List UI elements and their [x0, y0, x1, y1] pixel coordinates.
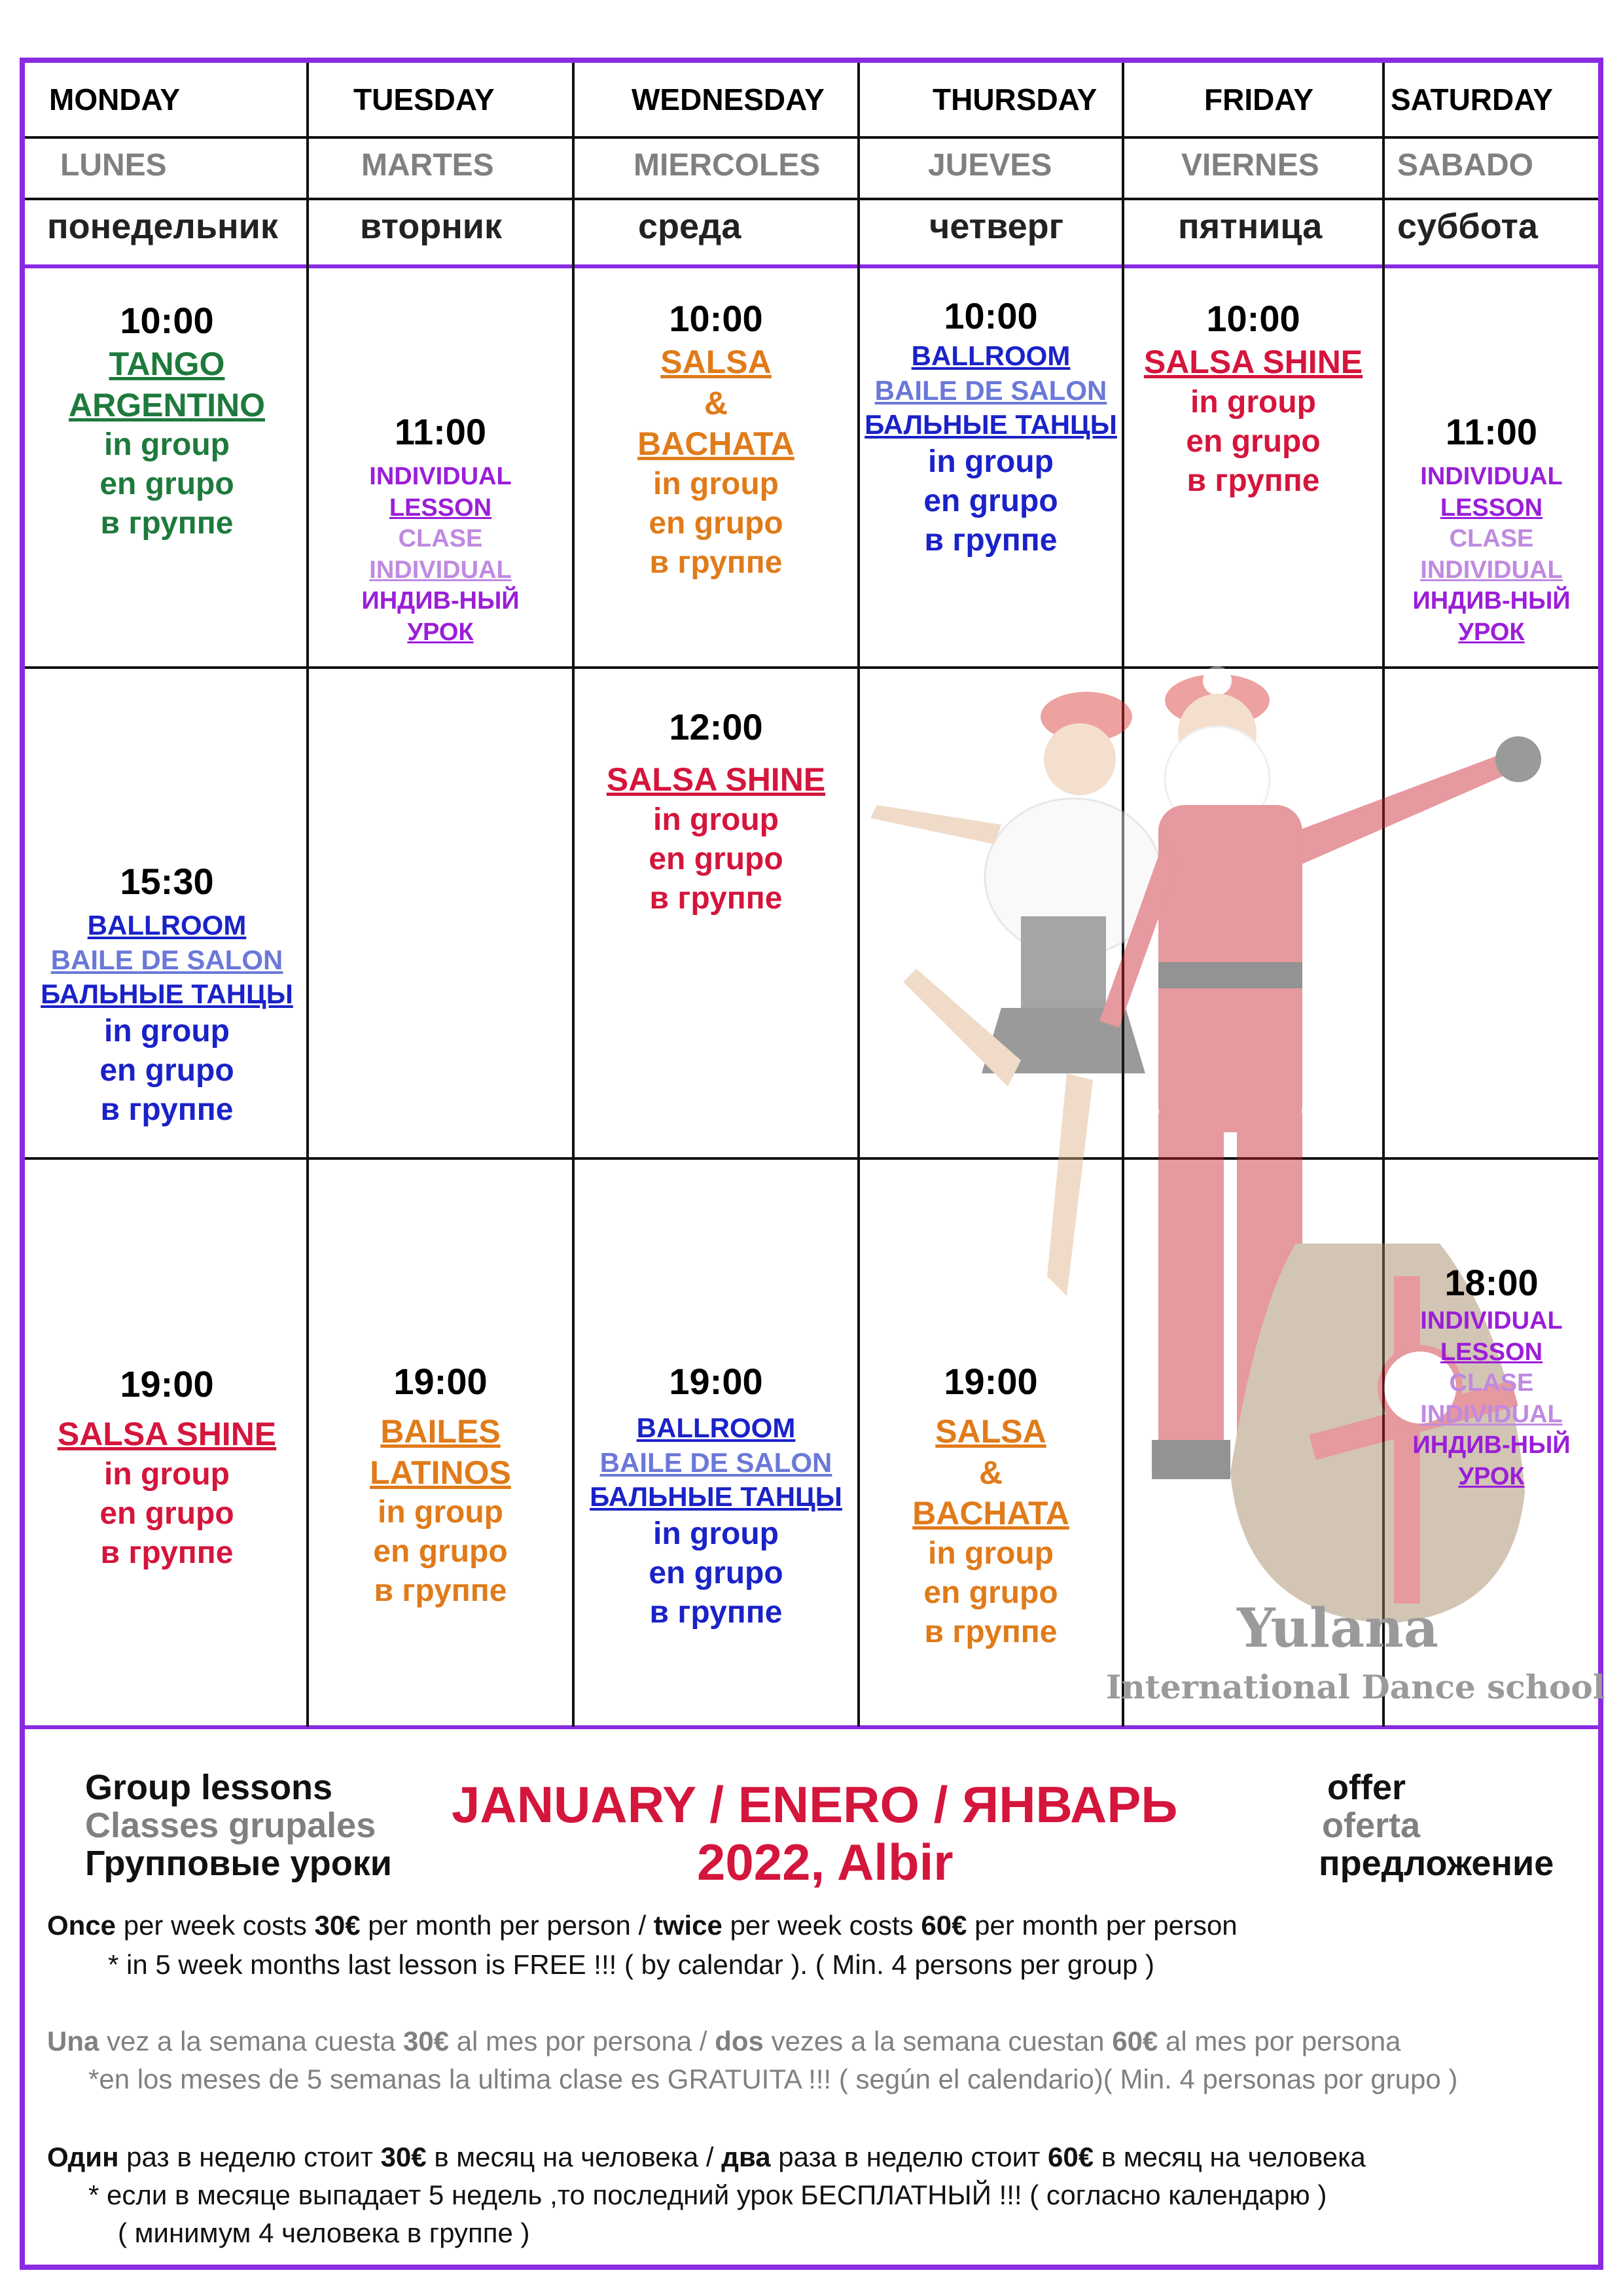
cell-tuesday-11-00: 11:00 INDIVIDUAL LESSON CLASE INDIVIDUAL ИНДИВ-НЫЙ УРОК [361, 411, 520, 646]
day-en-friday: FRIDAY [1204, 82, 1313, 117]
cell-thursday-10-00: 10:00 BALLROOM BAILE DE SALON БАЛЬНЫЕ ТАНЦЫ in group en grupo в группе [865, 295, 1117, 558]
cell-saturday-18-00: 18:00 INDIVIDUAL LESSON CLASE INDIVIDUAL ИНДИВ-НЫЙ УРОК [1412, 1262, 1571, 1490]
day-en-monday: MONDAY [49, 82, 181, 117]
cell-thursday-19-00: 19:00 SALSA & BACHATA in group en grupo в группе [912, 1361, 1069, 1649]
day-ru-tuesday: вторник [360, 207, 503, 246]
day-ru-saturday: суббота [1397, 207, 1538, 246]
day-ru-monday: понедельник [47, 207, 278, 246]
footer-right-en: offer [1327, 1768, 1406, 1807]
day-es-monday: LUNES [60, 148, 167, 183]
cell-saturday-11-00: 11:00 INDIVIDUAL LESSON CLASE INDIVIDUAL ИНДИВ-НЫЙ УРОК [1412, 411, 1571, 646]
school-watermark-name: Yulana [1237, 1597, 1439, 1660]
footer-left-ru: Групповые уроки [85, 1844, 392, 1883]
footer-right-es: oferta [1322, 1806, 1421, 1845]
cell-monday-19-00: 19:00 SALSA SHINE in group en grupo в группе [57, 1363, 277, 1570]
cell-wednesday-19-00: 19:00 BALLROOM BAILE DE SALON БАЛЬНЫЕ ТАНЦЫ in group en grupo в группе [590, 1361, 842, 1630]
footer-right-ru: предложение [1319, 1844, 1554, 1883]
cell-tuesday-19-00: 19:00 BAILES LATINOS in group en grupo в группе [370, 1361, 511, 1608]
day-en-thursday: THURSDAY [933, 82, 1097, 117]
day-ru-wednesday: среда [638, 207, 741, 246]
note-es: *en los meses de 5 semanas la ultima clase es GRATUITA !!! ( según el calendario)( Min. 4 personas por grupo ) [88, 2064, 1458, 2094]
cell-monday-10-00: 10:00 TANGO ARGENTINO in group en grupo в группе [69, 300, 265, 541]
footer-left-es: Classes grupales [85, 1806, 376, 1845]
day-ru-thursday: четверг [929, 207, 1064, 246]
note-ru: * если в месяце выпадает 5 недель ,то последний урок БЕСПЛАТНЫЙ !!! ( согласно календарю ) [88, 2179, 1327, 2210]
cell-wednesday-10-00: 10:00 SALSA & BACHATA in group en grupo в группе [637, 298, 794, 580]
footer-title-month: JANUARY / ENERO / ЯНВАРЬ [452, 1776, 1178, 1833]
footer-left-en: Group lessons [85, 1768, 333, 1807]
day-es-wednesday: MIERCOLES [633, 148, 821, 183]
day-ru-friday: пятница [1178, 207, 1323, 246]
cell-monday-15-30: 15:30 BALLROOM BAILE DE SALON БАЛЬНЫЕ ТАНЦЫ in group en grupo в группе [41, 861, 293, 1127]
cell-friday-10-00: 10:00 SALSA SHINE in group en grupo в группе [1143, 298, 1363, 498]
day-es-thursday: JUEVES [928, 148, 1052, 183]
cell-wednesday-12-00: 12:00 SALSA SHINE in group en grupo в группе [606, 706, 826, 916]
note-en: * in 5 week months last lesson is FREE !!! ( by calendar ). ( Min. 4 persons per group ) [108, 1949, 1154, 1980]
day-es-friday: VIERNES [1181, 148, 1319, 183]
day-en-saturday: SATURDAY [1391, 82, 1553, 117]
note-ru-min: ( минимум 4 человека в группе ) [118, 2217, 530, 2248]
price-line-ru: Один раз в неделю стоит 30€ в месяц на человека / два раза в неделю стоит 60€ в месяц на человека [47, 2142, 1366, 2172]
footer-title-year: 2022, Albir [697, 1833, 954, 1891]
day-en-tuesday: TUESDAY [353, 82, 495, 117]
school-watermark-sub: International Dance school [1106, 1668, 1605, 1706]
price-line-es: Una vez a la semana cuesta 30€ al mes por persona / dos vezes a la semana cuestan 60€ al mes por persona [47, 2026, 1401, 2056]
day-es-saturday: SABADO [1397, 148, 1534, 183]
day-es-tuesday: MARTES [361, 148, 494, 183]
price-line-en: Once per week costs 30€ per month per person / twice per week costs 60€ per month per person [47, 1910, 1238, 1941]
day-en-wednesday: WEDNESDAY [632, 82, 825, 117]
